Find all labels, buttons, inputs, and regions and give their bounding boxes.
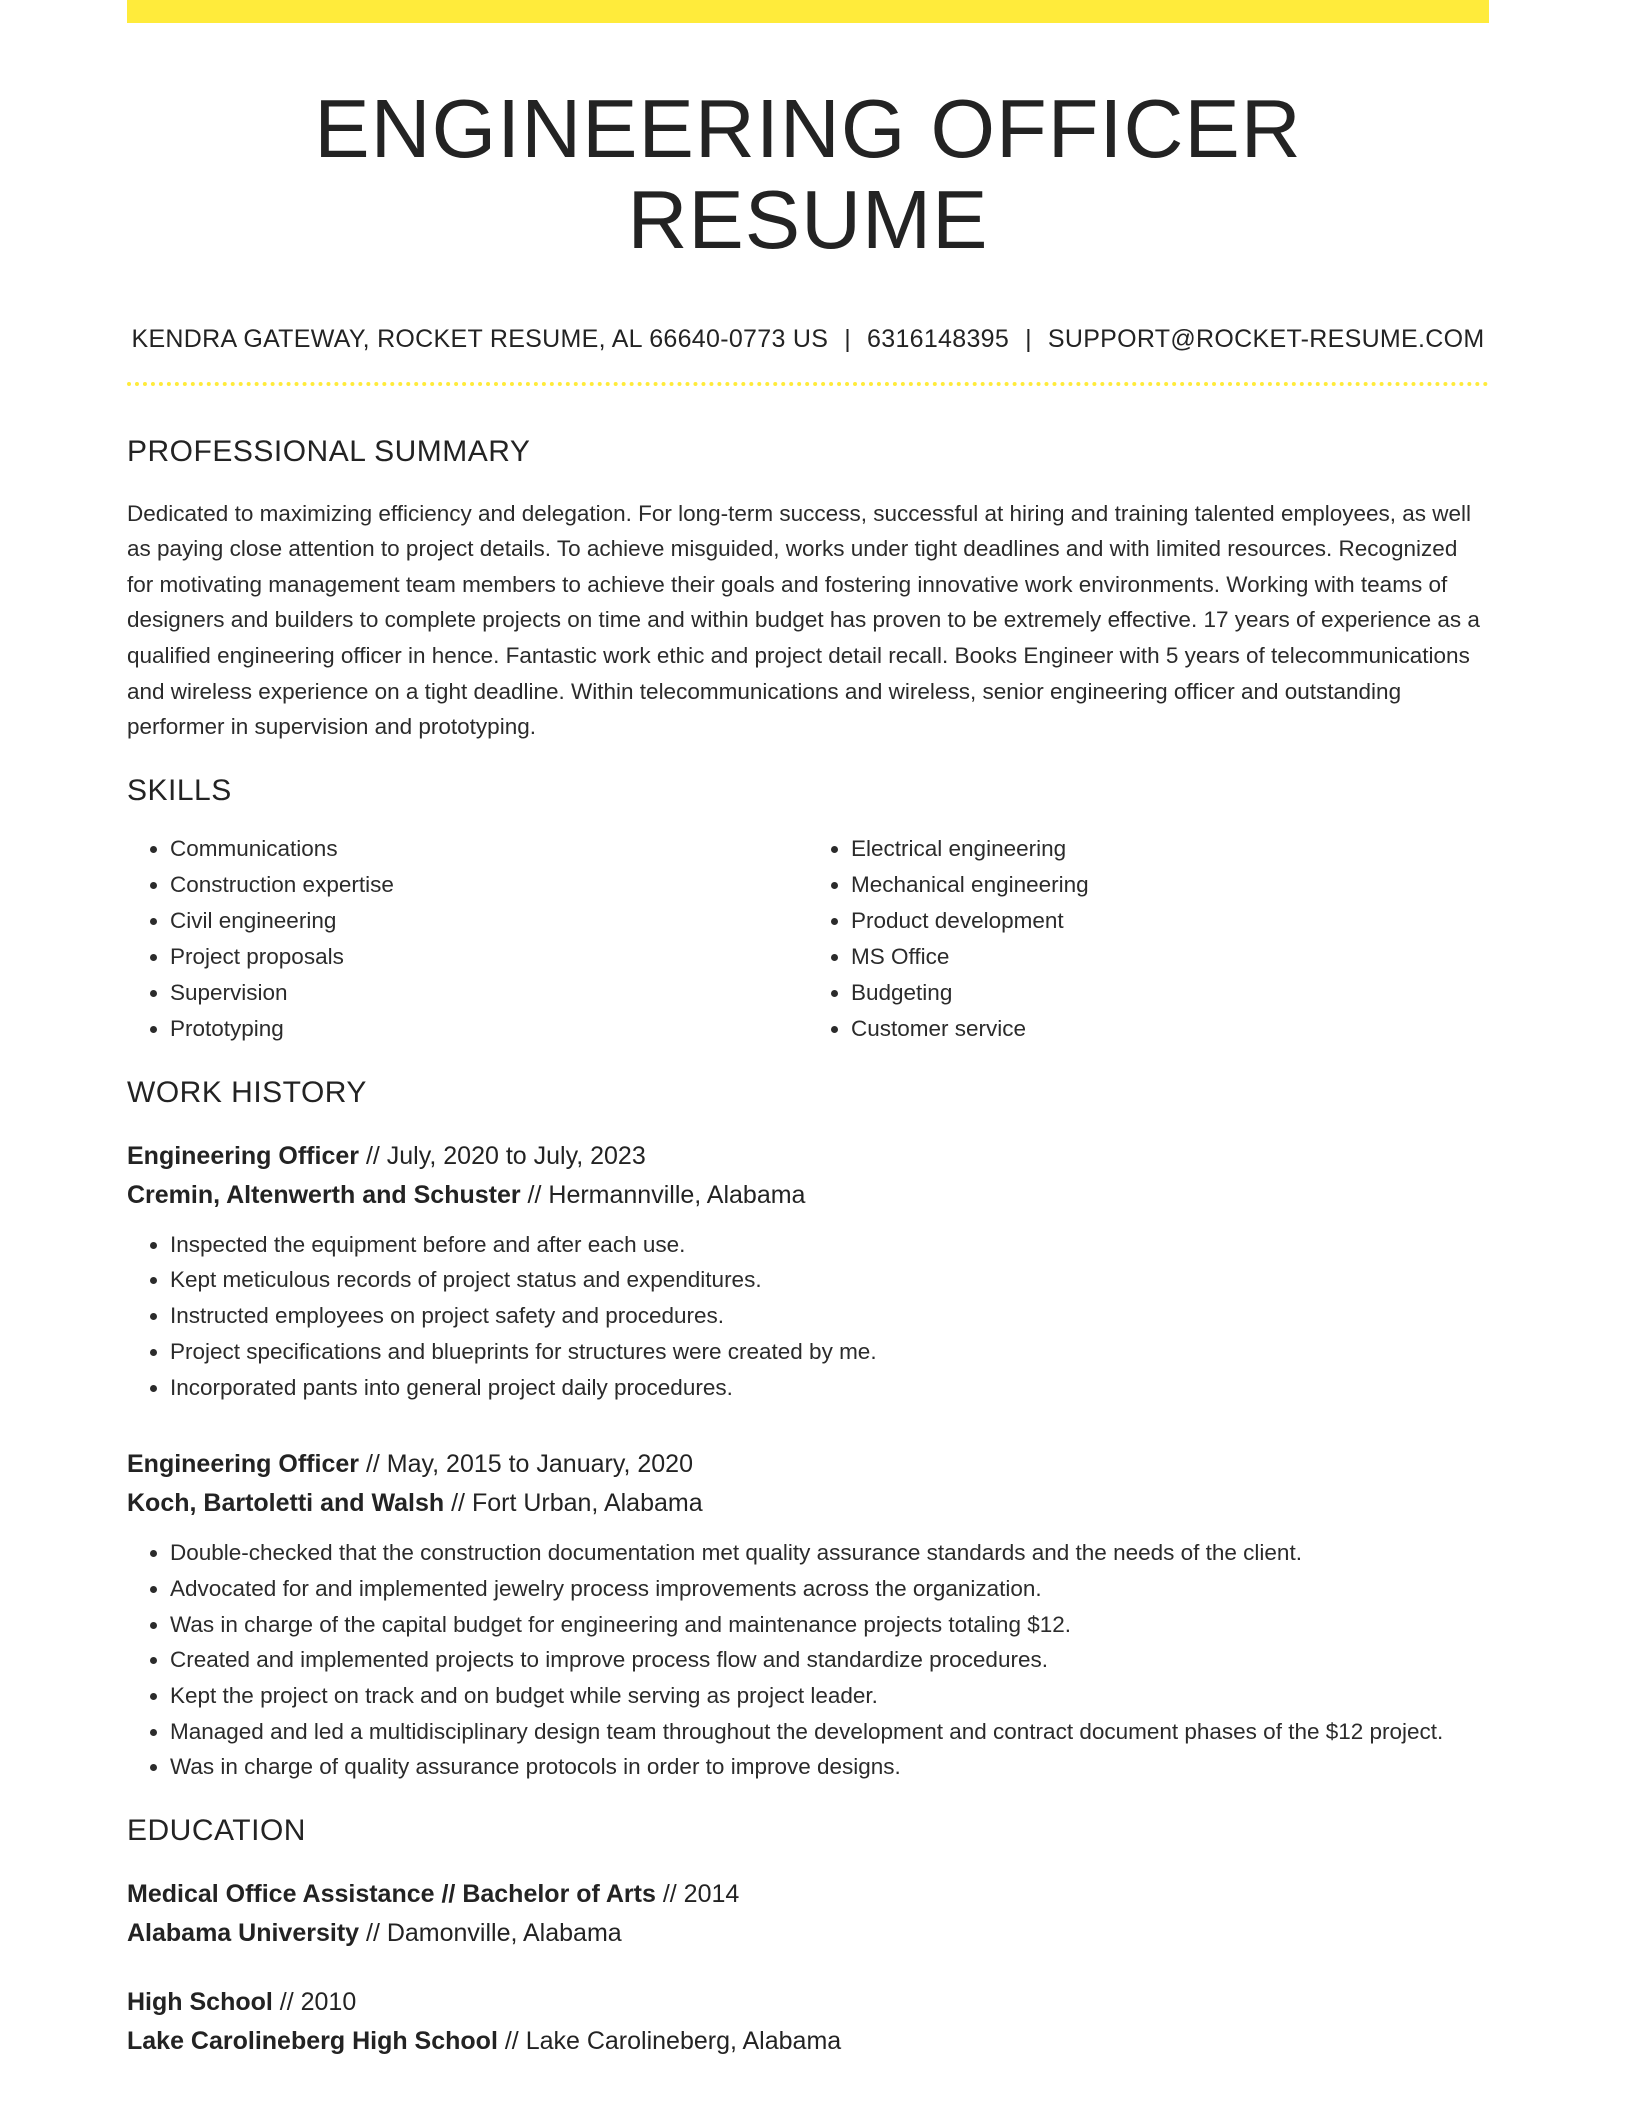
- job-bullet: • Advocated for and implemented jewelry process improvements across the organization.: [170, 1571, 1489, 1607]
- job-bullet: • Created and implemented projects to improve process flow and standardize procedures.: [170, 1642, 1489, 1678]
- job-entry: [127, 1137, 1489, 1406]
- job-company: Koch, Bartoletti and Walsh: [127, 1489, 445, 1518]
- contact-address: KENDRA GATEWAY, ROCKET RESUME, AL 66640-0773 US: [131, 324, 829, 353]
- job-bullet: • Project specifications and blueprints for structures were created by me.: [170, 1334, 1489, 1370]
- job-title: Engineering Officer: [127, 1141, 359, 1170]
- job-bullet: • Inspected the equipment before and after each use.: [170, 1227, 1489, 1263]
- skill-item: • Product development: [851, 903, 1489, 939]
- job-bullet: • Was in charge of the capital budget for engineering and maintenance projects totaling $12.: [170, 1607, 1489, 1643]
- job-bullet: • Instructed employees on project safety and procedures.: [170, 1298, 1489, 1334]
- education-entry: [127, 1875, 1489, 1953]
- school-line: [127, 1914, 1489, 1953]
- contact-phone: 6316148395: [867, 324, 1010, 353]
- skills-column-left: [127, 831, 808, 1047]
- degree: High School: [127, 1988, 273, 2017]
- degree-year: // 2010: [279, 1988, 357, 2017]
- degree-year: // 2014: [662, 1880, 740, 1909]
- skill-item: • Project proposals: [170, 939, 808, 975]
- job-bullet: • Managed and led a multidisciplinary design team throughout the development and contract document phases of the $12 project.: [170, 1714, 1489, 1750]
- school: Lake Carolineberg High School: [127, 2027, 498, 2056]
- degree: Medical Office Assistance // Bachelor of Arts: [127, 1880, 656, 1909]
- education-heading: EDUCATION: [127, 1814, 306, 1848]
- job-title-line: [127, 1445, 1489, 1484]
- resume-title: ENGINEERING OFFICER RESUME: [314, 82, 1302, 267]
- resume-page: [127, 0, 1489, 2061]
- skill-item: • Customer service: [851, 1011, 1489, 1047]
- job-bullet: • Kept the project on track and on budget while serving as project leader.: [170, 1678, 1489, 1714]
- contact-separator: |: [1025, 324, 1032, 353]
- school: Alabama University: [127, 1919, 360, 1948]
- skill-item: • Mechanical engineering: [851, 867, 1489, 903]
- skill-item: • Prototyping: [170, 1011, 808, 1047]
- skill-item: • MS Office: [851, 939, 1489, 975]
- top-accent-bar: [127, 0, 1489, 23]
- contact-email: SUPPORT@ROCKET-RESUME.COM: [1047, 324, 1485, 353]
- job-bullets: [127, 1535, 1489, 1785]
- job-location: // Hermannville, Alabama: [527, 1180, 806, 1209]
- school-location: // Damonville, Alabama: [366, 1919, 622, 1948]
- skill-item: • Supervision: [170, 975, 808, 1011]
- school-location: // Lake Carolineberg, Alabama: [504, 2027, 842, 2056]
- skill-item: • Budgeting: [851, 975, 1489, 1011]
- contact-separator: |: [844, 324, 852, 353]
- job-dates: // May, 2015 to January, 2020: [365, 1450, 693, 1479]
- summary-text: Dedicated to maximizing efficiency and delegation. For long-term success, successful at hiring and training talented employees, as well as paying close attention to project details. To achieve misguided, works under tight deadlines and with limited resources. Recognized for motivating management team members to achieve their goals and fostering innovative work environments. Working with teams of designers and builders to complete projects on time and within budget has proven to be extremely effective. 17 years of experience as a qualified engineering officer in hence. Fantastic work ethic and project detail recall. Books Engineer with 5 years of telecommunications and wireless experience on a tight deadline. Within telecommunications and wireless, senior engineering officer and outstanding performer in supervision and prototyping.: [127, 500, 1480, 740]
- skills-list: [127, 831, 1489, 1047]
- job-bullet: • Double-checked that the construction documentation met quality assurance standards and the needs of the client.: [170, 1535, 1489, 1571]
- job-bullet: • Kept meticulous records of project status and expenditures.: [170, 1262, 1489, 1298]
- job-bullets: [127, 1227, 1489, 1406]
- job-entry: [127, 1445, 1489, 1785]
- summary-heading: PROFESSIONAL SUMMARY: [127, 434, 531, 468]
- job-company-line: [127, 1484, 1489, 1523]
- education-entry: [127, 1983, 1489, 2061]
- job-bullet: • Was in charge of quality assurance protocols in order to improve designs.: [170, 1749, 1489, 1785]
- skills-column-right: [808, 831, 1489, 1047]
- job-company: Cremin, Altenwerth and Schuster: [127, 1180, 521, 1209]
- skill-item: • Communications: [170, 831, 808, 867]
- dotted-divider: [127, 382, 1489, 386]
- school-line: [127, 2022, 1489, 2061]
- degree-line: [127, 1875, 1489, 1914]
- degree-line: [127, 1983, 1489, 2022]
- skill-item: • Electrical engineering: [851, 831, 1489, 867]
- skill-item: • Construction expertise: [170, 867, 808, 903]
- job-location: // Fort Urban, Alabama: [451, 1489, 703, 1518]
- job-header: [127, 1445, 1489, 1523]
- job-title: Engineering Officer: [127, 1450, 359, 1479]
- job-company-line: [127, 1176, 1489, 1215]
- skills-heading: SKILLS: [127, 773, 232, 807]
- job-bullet: • Incorporated pants into general project daily procedures.: [170, 1370, 1489, 1406]
- job-title-line: [127, 1137, 1489, 1176]
- contact-line: [127, 324, 1489, 354]
- skill-item: • Civil engineering: [170, 903, 808, 939]
- work-history-heading: WORK HISTORY: [127, 1075, 367, 1109]
- job-header: [127, 1137, 1489, 1215]
- job-dates: // July, 2020 to July, 2023: [365, 1141, 646, 1170]
